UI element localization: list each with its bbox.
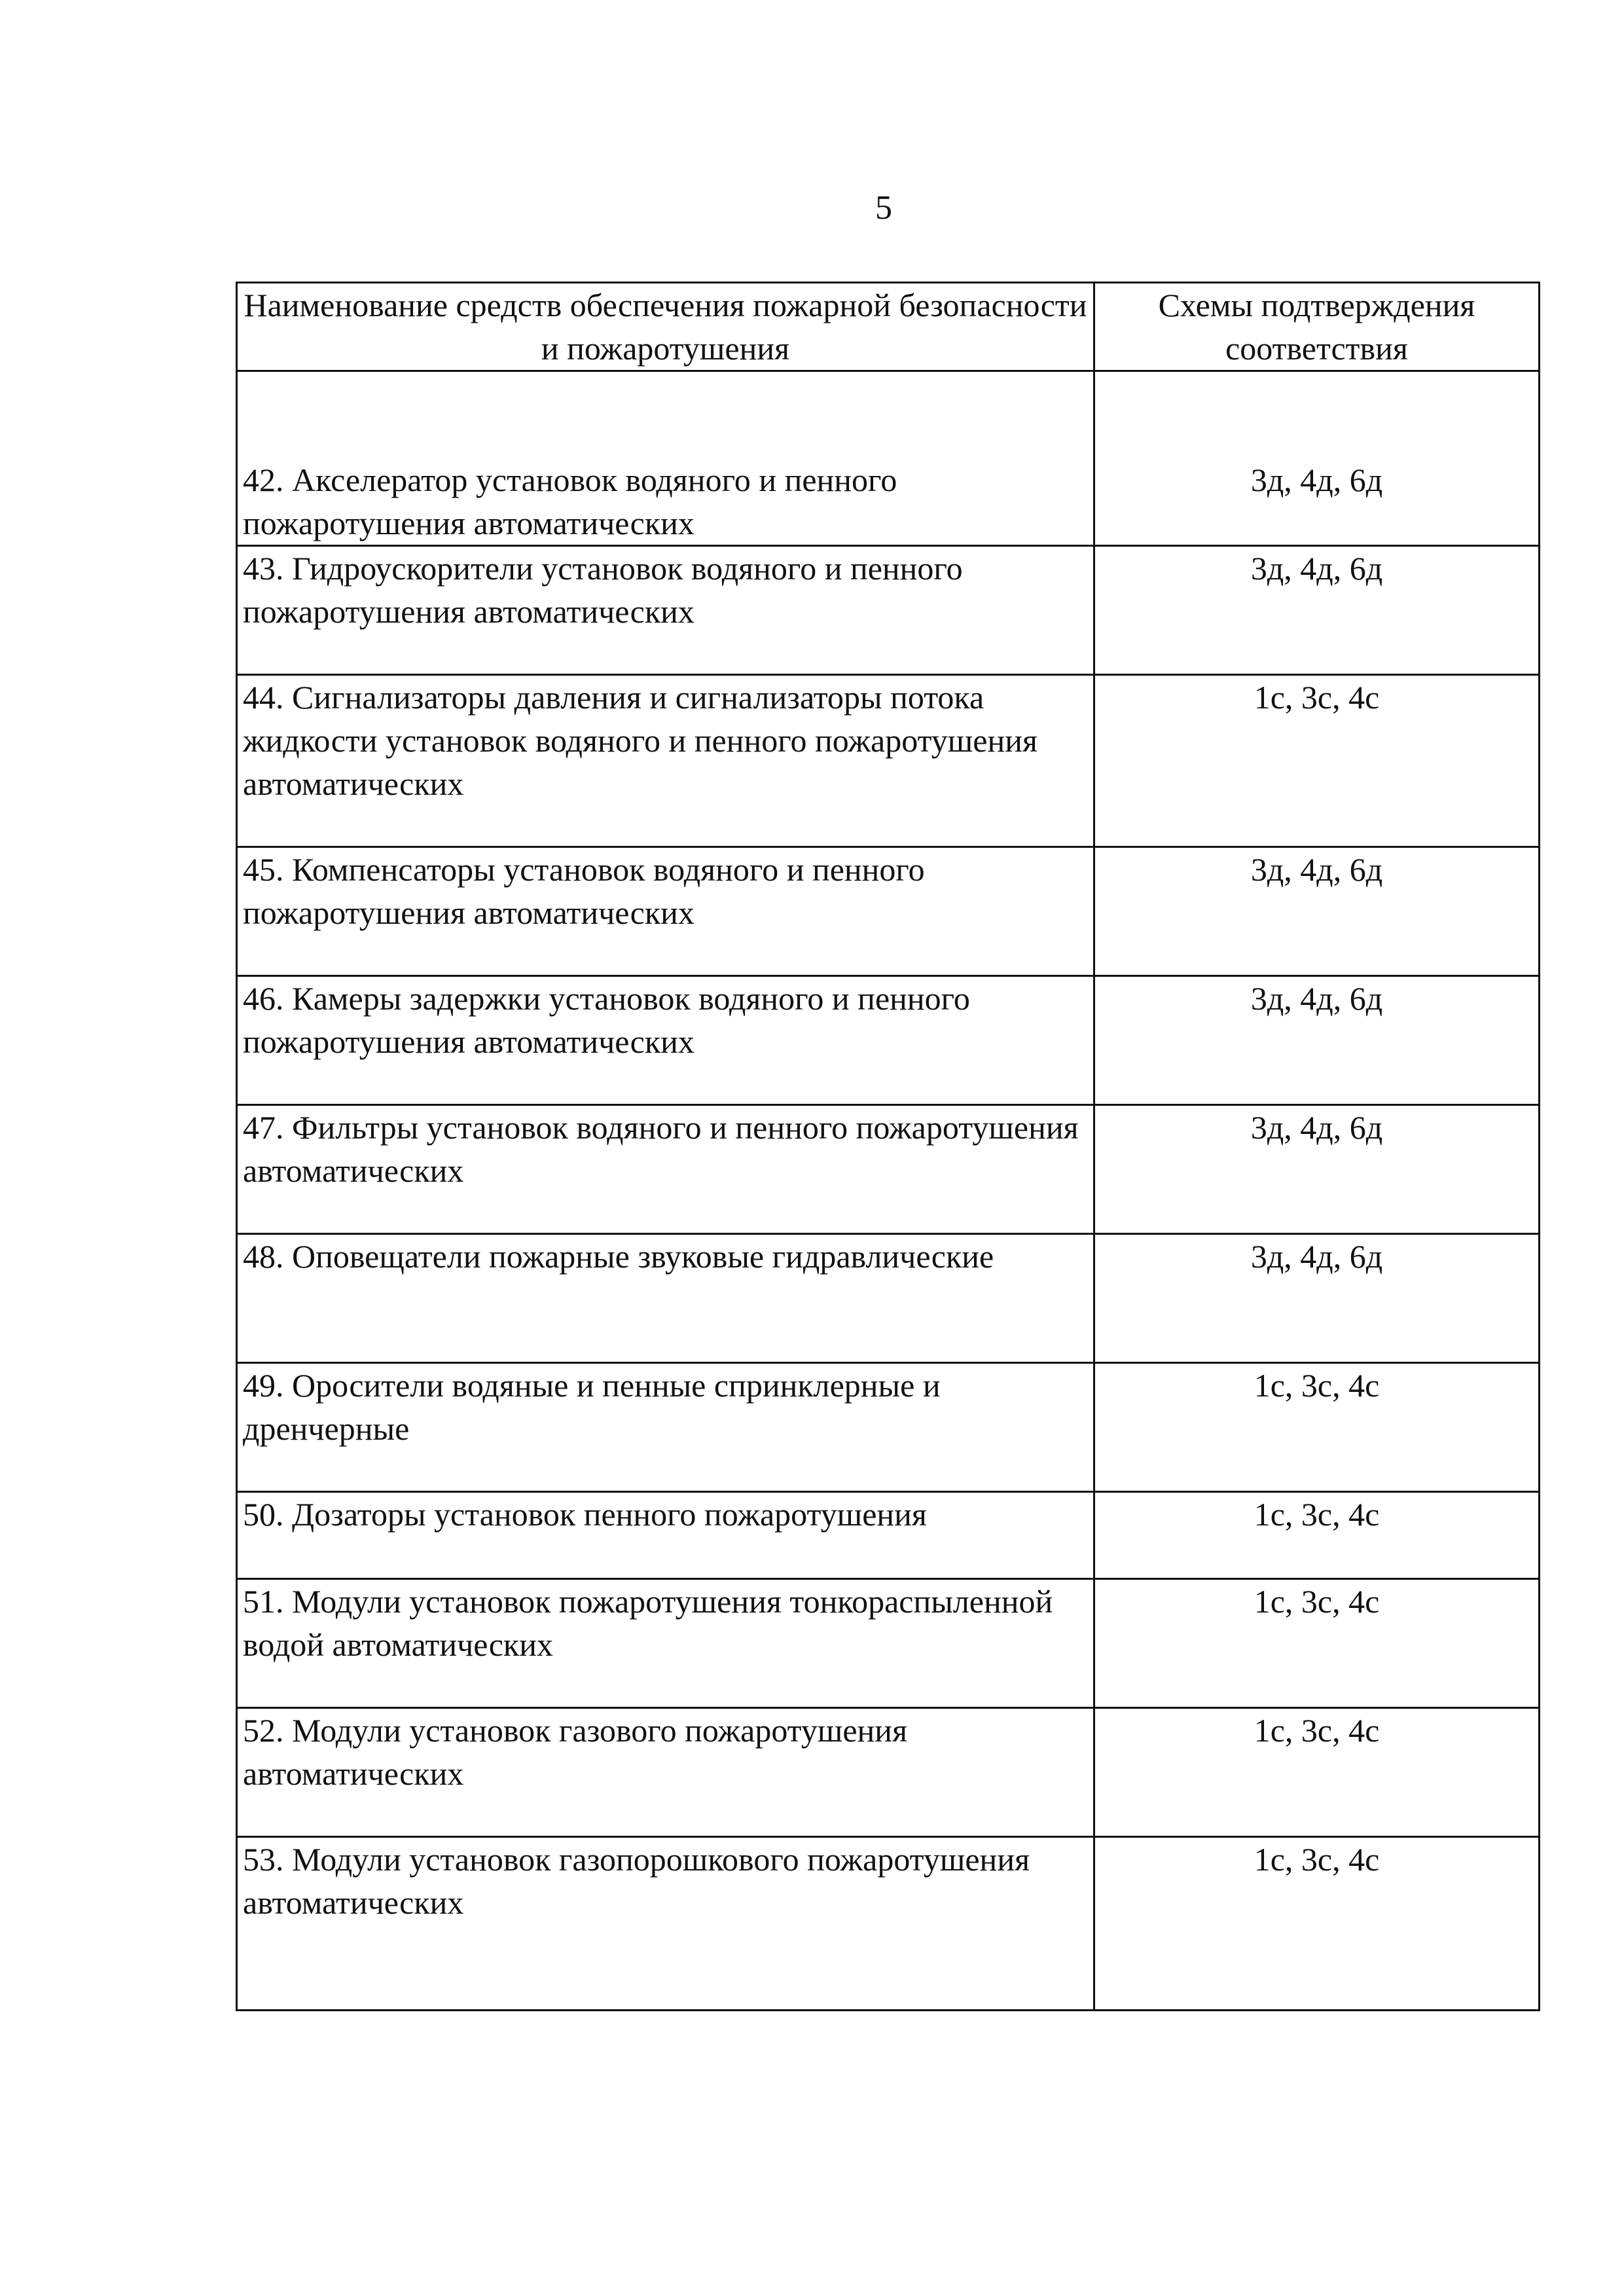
row-name-text: 43. Гидроускорители установок водяного и пенного пожаротушения автоматических [243,550,963,630]
row-scheme [1094,546,1540,675]
row-scheme-text: 3д, 4д, 6д [1250,1109,1383,1146]
row-scheme [1094,1492,1540,1579]
row-name [237,1708,1094,1837]
row-scheme-text: 3д, 4д, 6д [1250,550,1383,587]
row-name-text: 53. Модули установок газопорошкового пожаротушения автоматических [243,1841,1030,1921]
row-name-text: 48. Оповещатели пожарные звуковые гидравлические [243,1238,994,1275]
row-scheme [1094,1105,1540,1234]
row-scheme-text: 1с, 3с, 4с [1254,1712,1380,1749]
table-header-row [237,283,1540,371]
row-scheme-text: 3д, 4д, 6д [1250,462,1383,498]
row-name [237,1492,1094,1579]
table-row [237,1363,1540,1492]
table-row [237,1579,1540,1708]
row-name [237,976,1094,1105]
row-name [237,675,1094,847]
table-row [237,1492,1540,1579]
row-scheme-text: 1с, 3с, 4с [1254,1367,1380,1404]
row-scheme [1094,1837,1540,2011]
table-row [237,1234,1540,1363]
table-row [237,1837,1540,2011]
row-scheme-text: 1с, 3с, 4с [1254,1583,1380,1620]
table-row [237,847,1540,976]
row-scheme-text: 1с, 3с, 4с [1254,1496,1380,1533]
row-name-text: 52. Модули установок газового пожаротушения автоматических [243,1712,908,1792]
row-name-text: 42. Акселератор установок водяного и пенного пожаротушения автоматических [243,462,897,541]
row-name [237,847,1094,976]
header-scheme: Схемы подтверждения соответствия [1094,283,1540,371]
row-name-text: 45. Компенсаторы установок водяного и пенного пожаротушения автоматических [243,851,925,931]
row-name-text: 49. Оросители водяные и пенные спринклерные и дренчерные [243,1367,941,1447]
row-scheme [1094,675,1540,847]
table-row [237,1105,1540,1234]
row-scheme-text: 1с, 3с, 4с [1254,1841,1380,1878]
row-name-text: 44. Сигнализаторы давления и сигнализаторы потока жидкости установок водяного и пенного пожаротушения автоматических [243,679,1038,802]
row-scheme-text: 3д, 4д, 6д [1250,980,1383,1017]
header-name: Наименование средств обеспечения пожарной безопасности и пожаротушения [237,283,1094,371]
row-scheme [1094,1579,1540,1708]
row-scheme-text: 1с, 3с, 4с [1254,679,1380,716]
row-name-text: 47. Фильтры установок водяного и пенного пожаротушения автоматических [243,1109,1079,1189]
row-scheme [1094,1363,1540,1492]
row-name-text: 46. Камеры задержки установок водяного и пенного пожаротушения автоматических [243,980,970,1060]
row-name [237,1363,1094,1492]
certification-table [236,282,1540,2011]
row-name [237,546,1094,675]
row-name [237,1105,1094,1234]
row-name [237,1234,1094,1363]
row-scheme [1094,1234,1540,1363]
row-name [237,1837,1094,2011]
row-name-text: 51. Модули установок пожаротушения тонкораспыленной водой автоматических [243,1583,1053,1663]
page-number: 5 [875,189,892,227]
row-name [237,1579,1094,1708]
table-row [237,675,1540,847]
row-scheme [1094,371,1540,546]
table-row [237,546,1540,675]
row-scheme-text: 3д, 4д, 6д [1250,851,1383,888]
row-scheme [1094,847,1540,976]
row-scheme [1094,1708,1540,1837]
table-row [237,976,1540,1105]
row-scheme-text: 3д, 4д, 6д [1250,1238,1383,1275]
row-name-text: 50. Дозаторы установок пенного пожаротушения [243,1496,927,1533]
table-row [237,371,1540,546]
table-row [237,1708,1540,1837]
row-name [237,371,1094,546]
row-scheme [1094,976,1540,1105]
